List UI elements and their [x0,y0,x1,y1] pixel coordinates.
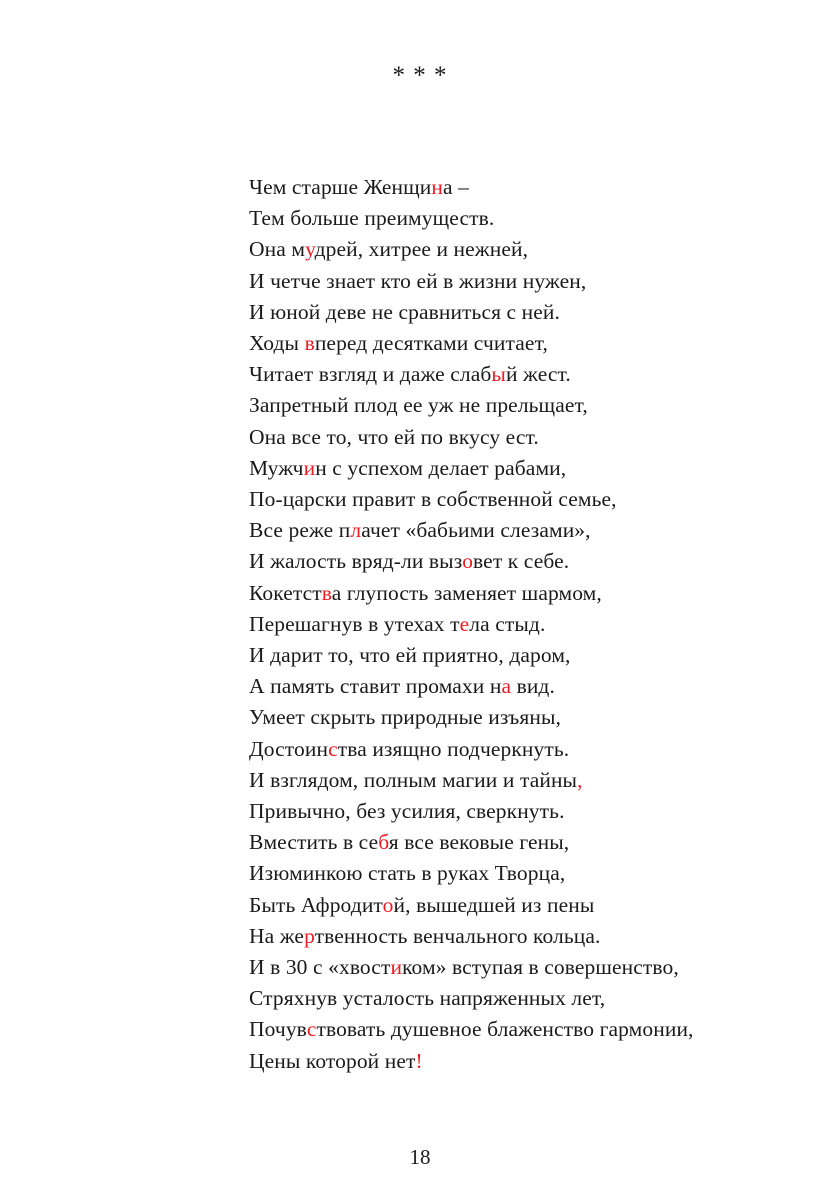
text-run: На же [249,923,305,948]
text-run: Читает взгляд и даже слаб [249,362,492,387]
poem-body [249,172,769,1077]
poem-line [249,921,769,952]
poem-line [249,359,769,390]
poem-line [249,234,769,265]
poem-line [249,983,769,1014]
poem-line [249,1014,769,1045]
text-run: а глупость заменяет шармом, [331,580,602,605]
poem-line [249,609,769,640]
text-run: Цены которой нет [249,1048,416,1073]
poem-line [249,297,769,328]
poem-line [249,734,769,765]
text-run: н с успехом делает рабами, [315,455,567,480]
poem-line [249,827,769,858]
text-run: И юной деве не сравниться с ней. [249,299,561,324]
text-run: Достоин [249,736,329,761]
highlighted-character: л [350,518,362,543]
poem-line [249,765,769,796]
text-run: ачет «бабьими слезами», [361,518,591,543]
text-run: й жест. [505,362,571,387]
poem-line [249,484,769,515]
text-run: Все реже п [249,518,351,543]
text-run: Чем старше Женщи [249,175,432,199]
poem-line [249,390,769,421]
text-run: Тем больше преимуществ. [249,206,495,231]
highlighted-character: р [304,923,315,948]
text-run: я все вековые гены, [388,830,570,855]
poem-line [249,546,769,577]
poem-line [249,890,769,921]
text-run: И взглядом, полным магии и тайны [249,767,578,792]
text-run: По-царски правит в собственной семье, [249,487,617,512]
text-run: А память ставит промахи н [249,674,502,699]
poem-line [249,422,769,453]
text-run: Стряхнув усталость напряженных лет, [249,986,606,1011]
text-run: вет к себе. [473,549,570,574]
highlighted-character: н [431,175,443,199]
text-run: Быть Афродит [249,892,383,917]
poem-line [249,702,769,733]
text-run: твовать душевное блаженство гармонии, [316,1017,694,1042]
poem-line [249,858,769,889]
page-number: 18 [409,1145,431,1169]
highlighted-character: ы [491,362,506,387]
text-run: перед десятками считает, [314,331,548,356]
text-run: Изюминкою стать в руках Творца, [249,861,566,886]
highlighted-character: о [462,549,474,574]
poem-line [249,328,769,359]
section-divider-asterisks: * * * [392,62,448,89]
poem-line [249,578,769,609]
text-run: Вместить в се [249,830,379,855]
highlighted-character: в [304,331,315,356]
highlighted-character: в [321,580,332,605]
text-run: Умеет скрыть природные изъяны, [249,705,561,730]
text-run: й, вышедшей из пены [393,892,595,917]
poem-line [249,640,769,671]
highlighted-character: у [305,237,315,262]
highlighted-character: и [303,455,316,480]
poem-line [249,203,769,234]
text-run: ком» вступая в совершенство, [402,955,679,980]
text-run: Перешагнув в утехах т [249,611,460,636]
text-run: дрей, хитрее и нежней, [314,237,529,262]
text-run: ла стыд. [469,611,546,636]
text-run: Она м [249,237,306,262]
highlighted-character: с [328,736,338,761]
text-run: Она все то, что ей по вкусу ест. [249,424,539,449]
text-run: тва изящно подчеркнуть. [337,736,570,761]
text-run: а – [442,175,469,199]
text-run: Ходы [249,331,305,356]
text-run: И в 30 с «хвост [249,955,391,980]
highlighted-character: ! [415,1048,423,1073]
poem-line [249,266,769,297]
text-run: вид. [511,674,555,699]
text-run: Кокетст [249,580,322,605]
highlighted-character: е [459,611,470,636]
poem-line [249,172,769,203]
text-run: И четче знает кто ей в жизни нужен, [249,268,587,293]
text-run: Почув [249,1017,307,1042]
highlighted-character: и [390,955,403,980]
poem-line [249,515,769,546]
text-run: И дарит то, что ей приятно, даром, [249,643,571,668]
text-run: Мужч [249,455,304,480]
poem-line [249,796,769,827]
highlighted-character: с [306,1017,317,1042]
highlighted-character: а [501,674,512,699]
poem-line [249,1046,769,1077]
highlighted-character: б [378,830,389,855]
poem-line [249,952,769,983]
highlighted-character: о [382,892,394,917]
poem-line [249,671,769,702]
text-run: И жалость вряд-ли выз [249,549,463,574]
text-run: твенность венчального кольца. [314,923,601,948]
highlighted-character: , [577,767,583,792]
poem-line [249,453,769,484]
text-run: Привычно, без усилия, сверкнуть. [249,799,565,824]
text-run: Запретный плод ее уж не прельщает, [249,393,588,418]
